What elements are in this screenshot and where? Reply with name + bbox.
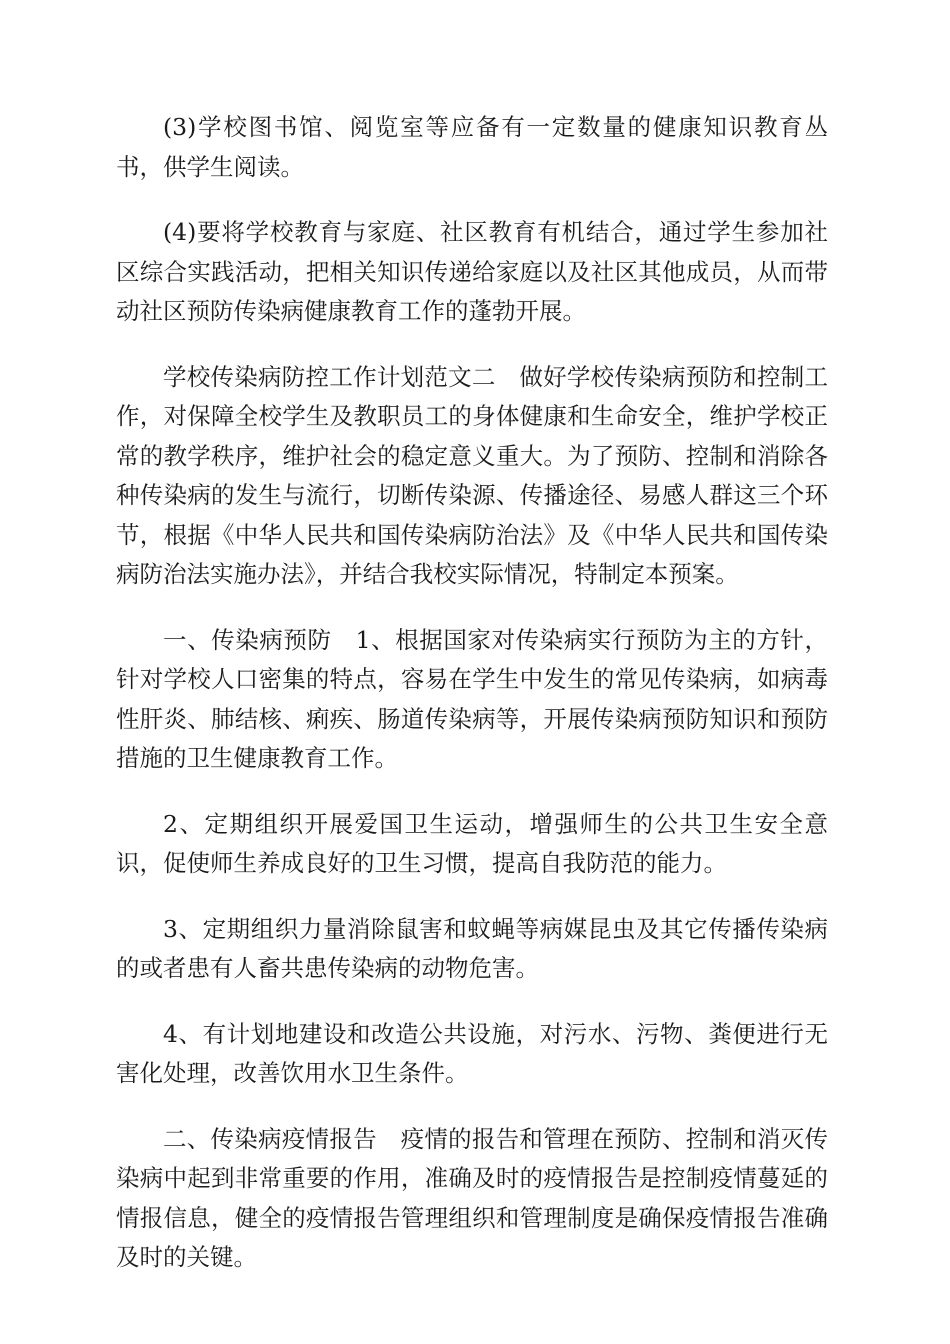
paragraph-library-books: (3)学校图书馆、阅览室等应备有一定数量的健康知识教育丛书，供学生阅读。 [116,113,828,181]
paragraph-plan-intro: 学校传染病防控工作计划范文二 做好学校传染病预防和控制工作，对保障全校学生及教职员工的身体健康和生命安全，维护学校正常的教学秩序，维护社会的稳定意义重大。为了预防、控制和消除各种传染病的发生与流行，切断传染源、传播途径、易感人群这三个环节，根据《中华人民共和国传染病防治法》及《中华人民共和国传染病防治法实施办法》，并结合我校实际情况，特制定本预案。 [116,362,828,588]
paragraph-prevention-1: 一、传染病预防 1、根据国家对传染病实行预防为主的方针，针对学校人口密集的特点，容易在学生中发生的常见传染病，如病毒性肝炎、肺结核、痢疾、肠道传染病等，开展传染病预防知识和预防措施的卫生健康教育工作。 [116,625,828,772]
paragraph-community-education: (4)要将学校教育与家庭、社区教育有机结合，通过学生参加社区综合实践活动，把相关知识传递给家庭以及社区其他成员，从而带动社区预防传染病健康教育工作的蓬勃开展。 [116,218,828,325]
document-page [116,108,828,1304]
paragraph-prevention-3: 3、定期组织力量消除鼠害和蚊蝇等病媒昆虫及其它传播传染病的或者患有人畜共患传染病的动物危害。 [116,914,828,982]
paragraph-epidemic-report: 二、传染病疫情报告 疫情的报告和管理在预防、控制和消灭传染病中起到非常重要的作用，准确及时的疫情报告是控制疫情蔓延的情报信息，健全的疫情报告管理组织和管理制度是确保疫情报告准确及时的关键。 [116,1124,828,1271]
paragraph-prevention-4: 4、有计划地建设和改造公共设施，对污水、污物、粪便进行无害化处理，改善饮用水卫生条件。 [116,1019,828,1087]
paragraph-prevention-2: 2、定期组织开展爱国卫生运动，增强师生的公共卫生安全意识，促使师生养成良好的卫生习惯，提高自我防范的能力。 [116,809,828,877]
